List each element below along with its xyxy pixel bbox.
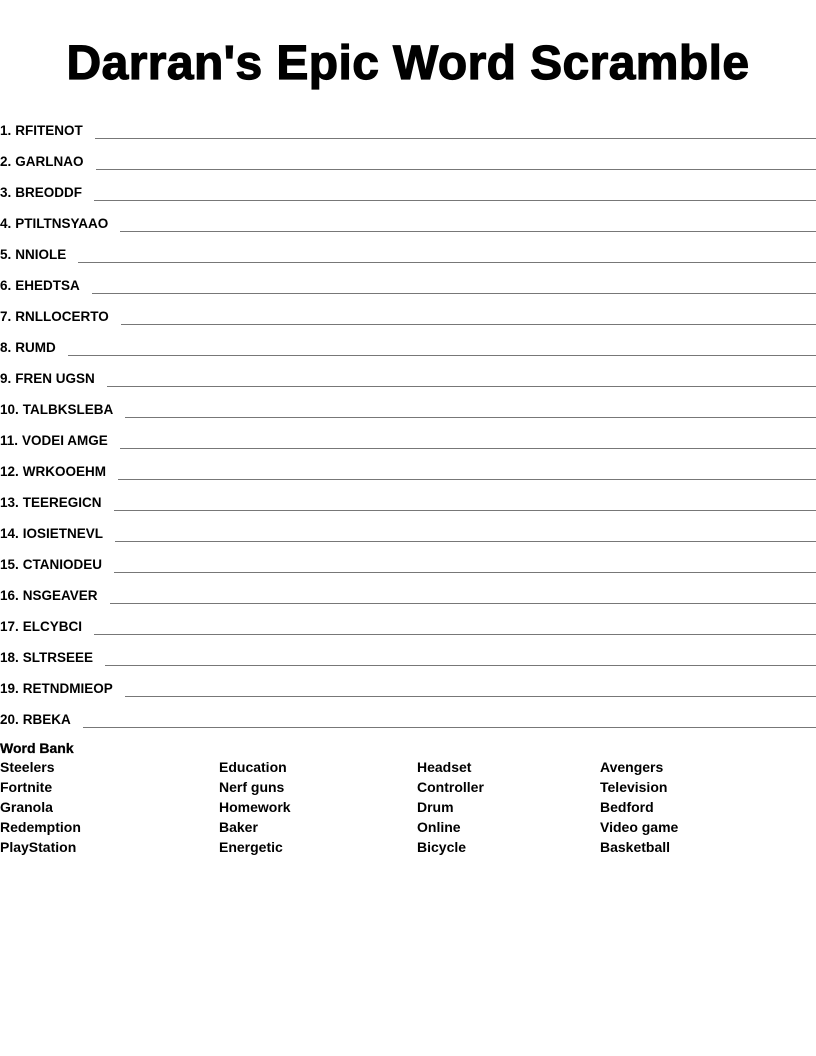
puzzle-number: 7. xyxy=(0,309,12,324)
puzzle-number: 3. xyxy=(0,185,12,200)
puzzle-row xyxy=(0,235,816,266)
puzzle-row xyxy=(0,421,816,452)
word-bank-item: Television xyxy=(600,779,668,795)
word-bank-item: Fortnite xyxy=(0,779,53,795)
scrambled-word: RFITENOT xyxy=(15,123,83,138)
scrambled-word: CTANIODEU xyxy=(22,557,103,572)
puzzle-label xyxy=(0,494,114,514)
answer-line[interactable] xyxy=(118,462,816,480)
answer-line[interactable] xyxy=(105,648,816,666)
scrambled-word: VODEI AMGE xyxy=(22,433,108,448)
puzzle-label xyxy=(0,556,114,576)
puzzle-row xyxy=(0,328,816,359)
puzzle-label xyxy=(0,587,110,607)
puzzle-number: 4. xyxy=(0,216,12,231)
puzzle-label xyxy=(0,370,107,390)
puzzle-number: 10. xyxy=(0,402,19,417)
puzzle-label xyxy=(0,246,78,266)
puzzle-row xyxy=(0,173,816,204)
answer-line[interactable] xyxy=(95,121,816,139)
puzzle-row xyxy=(0,142,816,173)
puzzle-label xyxy=(0,525,115,545)
puzzle-row xyxy=(0,359,816,390)
puzzle-label xyxy=(0,649,105,669)
answer-line[interactable] xyxy=(120,214,816,232)
puzzle-label xyxy=(0,308,121,328)
answer-line[interactable] xyxy=(125,400,816,418)
puzzle-row xyxy=(0,266,816,297)
answer-line[interactable] xyxy=(121,307,816,325)
word-bank-item: Headset xyxy=(417,759,472,775)
puzzle-row xyxy=(0,514,816,545)
word-bank-item: Basketball xyxy=(600,839,671,855)
scrambled-word: TALBKSLEBA xyxy=(22,402,114,417)
puzzle-label xyxy=(0,339,68,359)
word-bank-item: Avengers xyxy=(600,759,664,775)
scrambled-word: NSGEAVER xyxy=(22,588,98,603)
puzzle-number: 20. xyxy=(0,712,19,727)
scrambled-word: ELCYBCI xyxy=(22,619,83,634)
answer-line[interactable] xyxy=(94,617,816,635)
puzzle-row xyxy=(0,576,816,607)
scrambled-word: RETNDMIEOP xyxy=(22,681,113,696)
puzzle-label xyxy=(0,184,94,204)
scrambled-word: SLTRSEEE xyxy=(22,650,94,665)
puzzle-number: 2. xyxy=(0,154,12,169)
word-bank-item: Nerf guns xyxy=(219,779,285,795)
puzzle-label xyxy=(0,711,83,731)
word-bank-item: Bicycle xyxy=(417,839,467,855)
word-bank-item: Online xyxy=(417,819,461,835)
word-bank-item: Energetic xyxy=(219,839,283,855)
word-bank-item: Redemption xyxy=(0,819,81,835)
word-bank-heading: Word Bank xyxy=(0,740,74,756)
puzzle-number: 13. xyxy=(0,495,19,510)
puzzle-row xyxy=(0,111,816,142)
answer-line[interactable] xyxy=(96,152,816,170)
word-bank-item: Granola xyxy=(0,799,53,815)
page-title: Darran's Epic Word Scramble xyxy=(66,37,750,90)
puzzle-label xyxy=(0,122,95,142)
puzzle-row xyxy=(0,297,816,328)
puzzle-number: 16. xyxy=(0,588,19,603)
scrambled-word: EHEDTSA xyxy=(15,278,80,293)
answer-line[interactable] xyxy=(107,369,816,387)
scrambled-word: WRKOOEHM xyxy=(22,464,107,479)
scrambled-word: RUMD xyxy=(15,340,56,355)
puzzle-number: 19. xyxy=(0,681,19,696)
answer-line[interactable] xyxy=(92,276,816,294)
puzzle-row xyxy=(0,669,816,700)
puzzle-row xyxy=(0,545,816,576)
puzzle-number: 11. xyxy=(0,433,19,448)
word-bank-item: Homework xyxy=(219,799,291,815)
puzzle-number: 8. xyxy=(0,340,12,355)
answer-line[interactable] xyxy=(114,493,816,511)
puzzle-row xyxy=(0,483,816,514)
scrambled-word: NNIOLE xyxy=(15,247,67,262)
answer-line[interactable] xyxy=(110,586,816,604)
word-bank-item: Education xyxy=(219,759,287,775)
word-bank-item: PlayStation xyxy=(0,839,77,855)
puzzle-row xyxy=(0,390,816,421)
puzzle-row xyxy=(0,452,816,483)
puzzle-number: 6. xyxy=(0,278,12,293)
scrambled-word: BREODDF xyxy=(15,185,83,200)
word-bank-item: Baker xyxy=(219,819,258,835)
puzzle-label xyxy=(0,153,96,173)
answer-line[interactable] xyxy=(114,555,816,573)
puzzle-number: 5. xyxy=(0,247,12,262)
answer-line[interactable] xyxy=(68,338,816,356)
puzzle-label xyxy=(0,277,92,297)
puzzle-row xyxy=(0,700,816,731)
scrambled-word: FREN UGSN xyxy=(15,371,95,386)
puzzle-label xyxy=(0,432,120,452)
answer-line[interactable] xyxy=(120,431,816,449)
puzzle-label xyxy=(0,401,125,421)
puzzle-number: 9. xyxy=(0,371,12,386)
puzzle-label xyxy=(0,215,120,235)
puzzle-number: 12. xyxy=(0,464,19,479)
answer-line[interactable] xyxy=(125,679,816,697)
puzzle-row xyxy=(0,638,816,669)
word-bank-item: Video game xyxy=(600,819,679,835)
answer-line[interactable] xyxy=(83,710,816,728)
answer-line[interactable] xyxy=(94,183,816,201)
scrambled-word: TEEREGICN xyxy=(22,495,102,510)
puzzle-number: 15. xyxy=(0,557,19,572)
word-bank-item: Steelers xyxy=(0,759,55,775)
puzzle-row xyxy=(0,607,816,638)
scrambled-word: PTILTNSYAAO xyxy=(15,216,109,231)
puzzle-number: 18. xyxy=(0,650,19,665)
answer-line[interactable] xyxy=(115,524,816,542)
scrambled-word: RBEKA xyxy=(22,712,71,727)
scrambled-word: RNLLOCERTO xyxy=(15,309,109,324)
puzzle-label xyxy=(0,618,94,638)
word-bank-item: Bedford xyxy=(600,799,654,815)
puzzle-number: 14. xyxy=(0,526,19,541)
word-bank-grid xyxy=(0,757,816,857)
scrambled-word: GARLNAO xyxy=(15,154,84,169)
puzzle-number: 1. xyxy=(0,123,12,138)
scrambled-word: IOSIETNEVL xyxy=(22,526,104,541)
puzzle-row xyxy=(0,204,816,235)
puzzle-list xyxy=(0,111,816,731)
puzzle-label xyxy=(0,680,125,700)
word-bank-item: Drum xyxy=(417,799,454,815)
word-bank-item: Controller xyxy=(417,779,484,795)
puzzle-label xyxy=(0,463,118,483)
puzzle-number: 17. xyxy=(0,619,19,634)
answer-line[interactable] xyxy=(78,245,816,263)
word-bank xyxy=(0,739,816,857)
